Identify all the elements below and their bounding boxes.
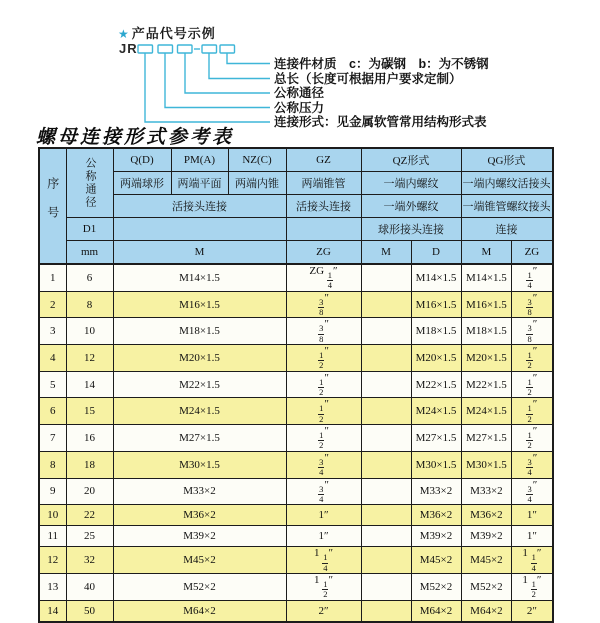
code-label-length: 总长（长度可根据用户要求定制） bbox=[274, 72, 462, 86]
cell-qg-zg: $\frac{1}{2}$ ″ bbox=[512, 398, 553, 425]
table-row bbox=[39, 526, 553, 547]
header-qz-desc2: 一端外螺纹 bbox=[361, 195, 461, 218]
cell-m-thread: M18×1.5 bbox=[113, 318, 286, 345]
cell-gz-zg: $\frac{1}{2}$ ″ bbox=[286, 425, 361, 452]
cell-m-thread: M52×2 bbox=[113, 573, 286, 600]
cell-row-no: 1 bbox=[39, 264, 66, 291]
cell-qz-m bbox=[361, 478, 411, 505]
cell-qg-m: M33×2 bbox=[461, 478, 512, 505]
cell-m-thread: M14×1.5 bbox=[113, 264, 286, 291]
header-col-qz: QZ形式 bbox=[361, 148, 461, 172]
cell-qg-zg: $\frac{3}{4}$ ″ bbox=[512, 478, 553, 505]
cell-qz-m bbox=[361, 451, 411, 478]
table-body bbox=[39, 264, 553, 622]
cell-qz-m bbox=[361, 398, 411, 425]
header-unit-zg: ZG bbox=[286, 241, 361, 265]
cell-dn-mm: 20 bbox=[66, 478, 113, 505]
cell-qz-d: M33×2 bbox=[411, 478, 461, 505]
cell-gz-zg: 1 $\frac{1}{2}$ ″ bbox=[286, 573, 361, 600]
table-row bbox=[39, 478, 553, 505]
cell-gz-zg: $\frac{1}{2}$ ″ bbox=[286, 371, 361, 398]
table-row bbox=[39, 345, 553, 372]
cell-m-thread: M30×1.5 bbox=[113, 451, 286, 478]
cell-qz-d: M18×1.5 bbox=[411, 318, 461, 345]
header-gz-desc: 两端锥管 bbox=[286, 172, 361, 195]
header-qg-conn: 连接 bbox=[461, 218, 553, 241]
cell-m-thread: M33×2 bbox=[113, 478, 286, 505]
cell-qz-m bbox=[361, 573, 411, 600]
code-label-pressure: 公称压力 bbox=[274, 101, 325, 115]
cell-m-thread: M64×2 bbox=[113, 600, 286, 622]
cell-qg-zg: 1 $\frac{1}{2}$ ″ bbox=[512, 573, 553, 600]
cell-qz-d: M45×2 bbox=[411, 547, 461, 574]
cell-m-thread: M22×1.5 bbox=[113, 371, 286, 398]
table-row bbox=[39, 600, 553, 622]
cell-qg-zg: $\frac{3}{8}$ ″ bbox=[512, 291, 553, 318]
nut-connection-table bbox=[38, 147, 554, 623]
header-qg-m: M bbox=[461, 241, 512, 265]
cell-row-no: 13 bbox=[39, 573, 66, 600]
cell-gz-zg: $\frac{3}{8}$ ″ bbox=[286, 318, 361, 345]
cell-gz-zg: $\frac{3}{4}$ ″ bbox=[286, 451, 361, 478]
header-gz-conn: 活接头连接 bbox=[286, 195, 361, 218]
header-pm-desc: 两端平面 bbox=[171, 172, 228, 195]
cell-gz-zg: 1″ bbox=[286, 505, 361, 526]
header-qz-desc1: 一端内螺纹 bbox=[361, 172, 461, 195]
table-row bbox=[39, 264, 553, 291]
cell-row-no: 7 bbox=[39, 425, 66, 452]
cell-gz-zg: $\frac{3}{4}$ ″ bbox=[286, 478, 361, 505]
cell-m-thread: M24×1.5 bbox=[113, 398, 286, 425]
cell-qz-d: M14×1.5 bbox=[411, 264, 461, 291]
product-code-heading-text: 产品代号示例 bbox=[131, 26, 216, 41]
cell-qg-m: M27×1.5 bbox=[461, 425, 512, 452]
header-unit-m: M bbox=[113, 241, 286, 265]
cell-qg-zg: $\frac{1}{2}$ ″ bbox=[512, 425, 553, 452]
cell-m-thread: M39×2 bbox=[113, 526, 286, 547]
cell-qz-d: M20×1.5 bbox=[411, 345, 461, 372]
table-header bbox=[39, 148, 553, 264]
cell-qz-m bbox=[361, 371, 411, 398]
cell-qz-m bbox=[361, 526, 411, 547]
code-box-3 bbox=[178, 45, 193, 53]
cell-qg-zg: $\frac{3}{8}$ ″ bbox=[512, 318, 553, 345]
table-row bbox=[39, 398, 553, 425]
cell-qz-m bbox=[361, 264, 411, 291]
header-qg-desc1: 一端内螺纹活接头 bbox=[461, 172, 553, 195]
cell-qg-m: M22×1.5 bbox=[461, 371, 512, 398]
header-col-pm: PM(A) bbox=[171, 148, 228, 172]
cell-qg-m: M24×1.5 bbox=[461, 398, 512, 425]
cell-dn-mm: 14 bbox=[66, 371, 113, 398]
cell-qg-zg: $\frac{1}{2}$ ″ bbox=[512, 345, 553, 372]
cell-row-no: 9 bbox=[39, 478, 66, 505]
table-title: 螺母连接形式参考表 bbox=[36, 126, 235, 148]
table-row bbox=[39, 318, 553, 345]
cell-row-no: 12 bbox=[39, 547, 66, 574]
cell-qg-m: M39×2 bbox=[461, 526, 512, 547]
cell-gz-zg: 1 $\frac{1}{4}$ ″ bbox=[286, 547, 361, 574]
cell-dn-mm: 22 bbox=[66, 505, 113, 526]
header-col-q: Q(D) bbox=[113, 148, 171, 172]
header-col-qg: QG形式 bbox=[461, 148, 553, 172]
code-box-5 bbox=[220, 45, 235, 53]
cell-m-thread: M16×1.5 bbox=[113, 291, 286, 318]
cell-dn-mm: 15 bbox=[66, 398, 113, 425]
header-qz-m: M bbox=[361, 241, 411, 265]
header-dn: 公称通径 bbox=[66, 148, 113, 218]
header-d1: D1 bbox=[66, 218, 113, 241]
star-icon: ★ bbox=[118, 27, 130, 41]
table-row bbox=[39, 291, 553, 318]
cell-dn-mm: 6 bbox=[66, 264, 113, 291]
header-q-desc: 两端球形 bbox=[113, 172, 171, 195]
cell-dn-mm: 18 bbox=[66, 451, 113, 478]
cell-row-no: 8 bbox=[39, 451, 66, 478]
table-row bbox=[39, 425, 553, 452]
connector-pressure bbox=[165, 53, 270, 108]
header-qz-conn: 球形接头连接 bbox=[361, 218, 461, 241]
cell-qg-m: M36×2 bbox=[461, 505, 512, 526]
cell-row-no: 4 bbox=[39, 345, 66, 372]
header-col-gz: GZ bbox=[286, 148, 361, 172]
cell-qz-d: M52×2 bbox=[411, 573, 461, 600]
cell-dn-mm: 40 bbox=[66, 573, 113, 600]
cell-dn-mm: 12 bbox=[66, 345, 113, 372]
header-empty-gz bbox=[286, 218, 361, 241]
code-label-diameter: 公称通径 bbox=[274, 86, 325, 100]
table-row bbox=[39, 505, 553, 526]
cell-dn-mm: 25 bbox=[66, 526, 113, 547]
cell-qg-zg: 2″ bbox=[512, 600, 553, 622]
cell-qg-m: M64×2 bbox=[461, 600, 512, 622]
cell-qg-zg: 1″ bbox=[512, 505, 553, 526]
cell-qg-zg: $\frac{1}{2}$ ″ bbox=[512, 371, 553, 398]
cell-dn-mm: 32 bbox=[66, 547, 113, 574]
cell-qg-zg: 1″ bbox=[512, 526, 553, 547]
cell-dn-mm: 50 bbox=[66, 600, 113, 622]
cell-gz-zg: $\frac{3}{8}$ ″ bbox=[286, 291, 361, 318]
cell-qz-d: M36×2 bbox=[411, 505, 461, 526]
cell-qz-d: M64×2 bbox=[411, 600, 461, 622]
cell-qz-m bbox=[361, 505, 411, 526]
cell-qg-zg: 1 $\frac{1}{4}$ ″ bbox=[512, 547, 553, 574]
cell-row-no: 10 bbox=[39, 505, 66, 526]
cell-qg-zg: $\frac{3}{4}$ ″ bbox=[512, 451, 553, 478]
cell-m-thread: M20×1.5 bbox=[113, 345, 286, 372]
cell-qg-m: M18×1.5 bbox=[461, 318, 512, 345]
cell-qg-m: M16×1.5 bbox=[461, 291, 512, 318]
header-qg-zg: ZG bbox=[512, 241, 553, 265]
cell-qg-m: M45×2 bbox=[461, 547, 512, 574]
code-box-2 bbox=[158, 45, 173, 53]
cell-row-no: 14 bbox=[39, 600, 66, 622]
cell-dn-mm: 10 bbox=[66, 318, 113, 345]
table-row bbox=[39, 547, 553, 574]
cell-qz-m bbox=[361, 291, 411, 318]
header-qz-d: D bbox=[411, 241, 461, 265]
table-row bbox=[39, 371, 553, 398]
cell-row-no: 2 bbox=[39, 291, 66, 318]
product-code-prefix: JR bbox=[119, 41, 138, 56]
cell-gz-zg: 1″ bbox=[286, 526, 361, 547]
header-mm: mm bbox=[66, 241, 113, 265]
cell-qz-m bbox=[361, 425, 411, 452]
cell-qg-m: M30×1.5 bbox=[461, 451, 512, 478]
code-label-form: 连接形式：见金属软管常用结构形式表 bbox=[274, 115, 487, 129]
cell-qz-d: M16×1.5 bbox=[411, 291, 461, 318]
cell-qz-m bbox=[361, 600, 411, 622]
cell-qg-zg: $\frac{1}{4}$ ″ bbox=[512, 264, 553, 291]
cell-row-no: 11 bbox=[39, 526, 66, 547]
header-seq: 序号 bbox=[39, 148, 66, 264]
header-union-conn: 活接头连接 bbox=[113, 195, 286, 218]
cell-qz-d: M39×2 bbox=[411, 526, 461, 547]
cell-qz-m bbox=[361, 318, 411, 345]
header-empty-m bbox=[113, 218, 286, 241]
cell-qz-d: M30×1.5 bbox=[411, 451, 461, 478]
cell-qg-m: M14×1.5 bbox=[461, 264, 512, 291]
cell-dn-mm: 8 bbox=[66, 291, 113, 318]
cell-gz-zg: ZG $\frac{1}{4}$ ″ bbox=[286, 264, 361, 291]
cell-qz-m bbox=[361, 547, 411, 574]
cell-gz-zg: $\frac{1}{2}$ ″ bbox=[286, 345, 361, 372]
cell-qz-m bbox=[361, 345, 411, 372]
cell-row-no: 6 bbox=[39, 398, 66, 425]
cell-qz-d: M22×1.5 bbox=[411, 371, 461, 398]
connector-material bbox=[227, 53, 270, 64]
cell-dn-mm: 16 bbox=[66, 425, 113, 452]
header-col-nz: NZ(C) bbox=[228, 148, 286, 172]
cell-qg-m: M20×1.5 bbox=[461, 345, 512, 372]
cell-row-no: 3 bbox=[39, 318, 66, 345]
header-nz-desc: 两端内锥 bbox=[228, 172, 286, 195]
cell-qz-d: M24×1.5 bbox=[411, 398, 461, 425]
cell-m-thread: M45×2 bbox=[113, 547, 286, 574]
table-row bbox=[39, 573, 553, 600]
cell-m-thread: M36×2 bbox=[113, 505, 286, 526]
cell-qz-d: M27×1.5 bbox=[411, 425, 461, 452]
header-qg-desc2: 一端锥管螺纹接头 bbox=[461, 195, 553, 218]
code-label-material: 连接件材质 c：为碳钢 b：为不锈钢 bbox=[274, 57, 489, 71]
code-box-4 bbox=[202, 45, 217, 53]
code-box-1 bbox=[138, 45, 153, 53]
cell-m-thread: M27×1.5 bbox=[113, 425, 286, 452]
cell-qg-m: M52×2 bbox=[461, 573, 512, 600]
cell-gz-zg: $\frac{1}{2}$ ″ bbox=[286, 398, 361, 425]
cell-row-no: 5 bbox=[39, 371, 66, 398]
connector-length bbox=[209, 53, 270, 79]
cell-gz-zg: 2″ bbox=[286, 600, 361, 622]
table-row bbox=[39, 451, 553, 478]
